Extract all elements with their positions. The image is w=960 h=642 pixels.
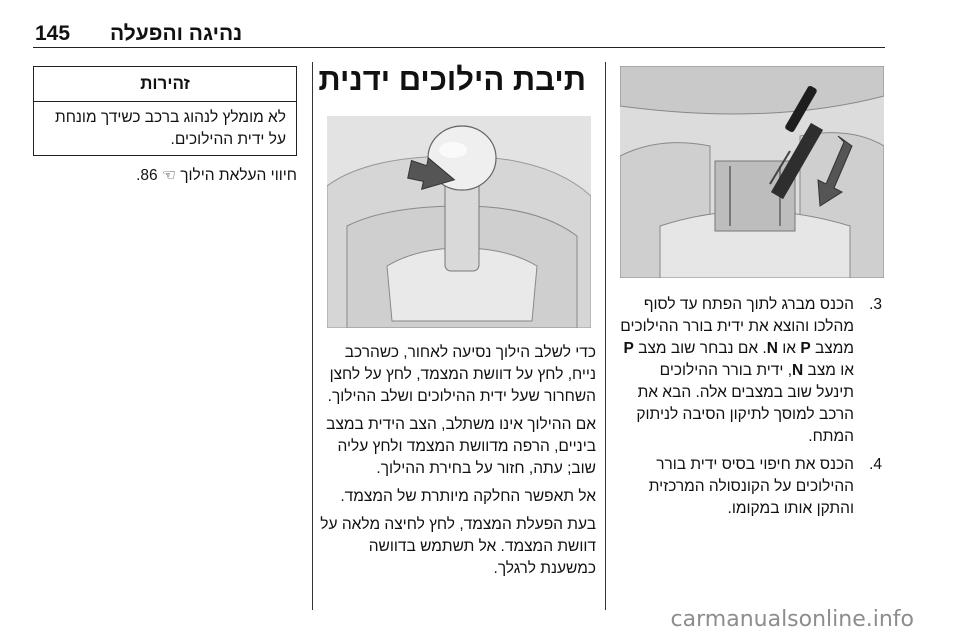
step-text: . אם נבחר שוב מצב bbox=[633, 340, 767, 357]
manual-transmission-text bbox=[318, 342, 596, 586]
header-rule bbox=[33, 47, 885, 48]
caution-box bbox=[33, 66, 297, 156]
gear-lever-drawing bbox=[327, 116, 591, 328]
paragraph: בעת הפעלת המצמד, לחץ לחיצה מלאה על דוושת המצמד. אל תשתמש בדוושה כמשענת לרגלך. bbox=[320, 516, 596, 577]
screwdriver-release-illustration bbox=[620, 66, 884, 278]
paragraph: אל תאפשר החלקה מיותרת של המצמד. bbox=[340, 488, 596, 505]
reference-text: חיווי העלאת הילוך bbox=[180, 167, 297, 184]
section-title: תיבת הילוכים ידנית bbox=[318, 62, 586, 97]
column-divider-right bbox=[605, 62, 606, 610]
step-text: , ידית בורר ההילוכים תינעל שוב במצבים אלה. הבא את הרכב למוסך לתיקון הסיבה לניתוק המתח. bbox=[636, 362, 854, 445]
page-number: 145 bbox=[35, 22, 71, 45]
list-item bbox=[620, 294, 882, 448]
paragraph: אם ההילוך אינו משתלב, הצב הידית במצב ביניים, הרפה מדוושת המצמד ולחץ עליה שוב; עתה, חזור על בחירת ההילוך. bbox=[326, 416, 596, 477]
page-header bbox=[0, 22, 960, 54]
shift-release-drawing bbox=[620, 66, 884, 278]
gear-lever-illustration bbox=[327, 116, 591, 328]
caution-text: לא מומלץ לנהוג ברכב כשידך מונחת על ידית ההילוכים. bbox=[54, 109, 286, 148]
step-text: הכנס את חיפוי בסיס ידית בורר ההילוכים על הקונסולה המרכזית והתקן אותו במקומו. bbox=[648, 456, 854, 517]
step-number: 4. bbox=[869, 456, 882, 473]
paragraph: כדי לשלב הילוך נסיעה לאחור, כשהרכב נייח, לחץ על דוושת המצמד, לחץ על לחצן השחרור שעל ידית ההילוכים ושלב ההילוך. bbox=[327, 344, 596, 405]
column-divider-left bbox=[312, 62, 313, 610]
steps-list bbox=[620, 294, 882, 526]
caution-title: זהירות bbox=[34, 67, 296, 102]
reference-page: 86. bbox=[136, 167, 158, 184]
step-number: 3. bbox=[869, 296, 882, 313]
gear-position-label: P bbox=[800, 340, 811, 357]
list-item bbox=[620, 454, 882, 520]
chapter-title: נהיגה והפעלה bbox=[110, 22, 243, 45]
step-text: הכנס מברג לתוך הפתח עד לסוף מהלכו והוצא את ידית בורר ההילוכים ממצב bbox=[620, 296, 854, 357]
step-text: או מצב bbox=[803, 362, 854, 379]
gear-position-label: N bbox=[792, 362, 804, 379]
watermark: carmanualsonline.info bbox=[670, 607, 914, 632]
step-text: או bbox=[777, 340, 801, 357]
gear-position-label: P bbox=[623, 340, 634, 357]
gear-position-label: N bbox=[766, 340, 778, 357]
cross-reference bbox=[33, 166, 297, 185]
pointer-icon: ☜ bbox=[161, 167, 176, 184]
